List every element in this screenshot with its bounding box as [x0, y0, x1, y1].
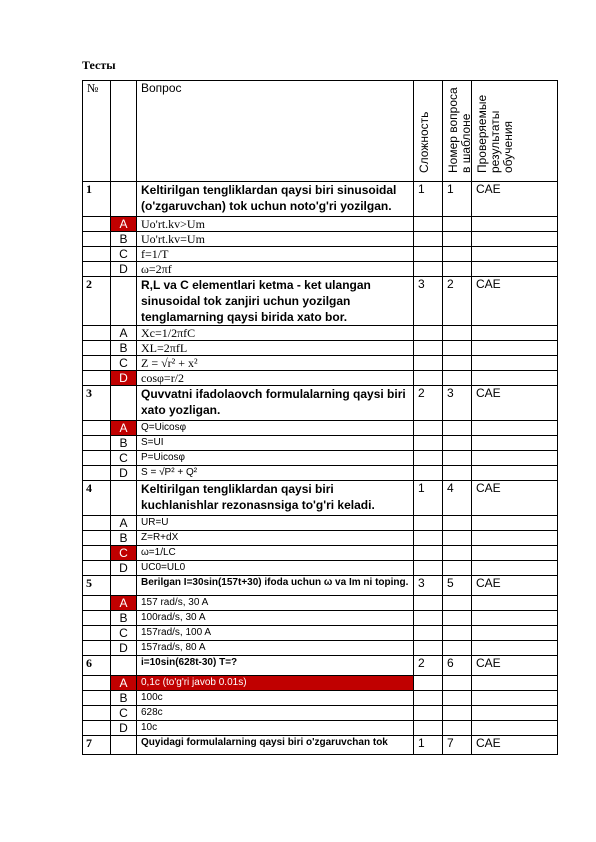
option-difficulty-blank: [414, 676, 443, 691]
question-row: [83, 182, 558, 217]
option-letter: D: [111, 561, 137, 576]
option-letter: C: [111, 451, 137, 466]
question-difficulty: 1: [414, 182, 443, 217]
option-template-blank: [443, 706, 472, 721]
option-blank: [83, 262, 111, 277]
option-result-blank: [472, 421, 558, 436]
option-letter: A: [111, 217, 137, 232]
question-difficulty: 3: [414, 576, 443, 596]
option-letter: A: [111, 326, 137, 341]
option-difficulty-blank: [414, 706, 443, 721]
option-row[interactable]: [83, 706, 558, 721]
option-difficulty-blank: [414, 546, 443, 561]
option-row[interactable]: [83, 676, 558, 691]
option-template-blank: [443, 531, 472, 546]
option-template-blank: [443, 371, 472, 386]
question-blank: [111, 481, 137, 516]
question-number: 4: [83, 481, 111, 516]
page-title: Тесты: [82, 58, 116, 72]
option-template-blank: [443, 546, 472, 561]
option-row[interactable]: [83, 421, 558, 436]
question-template-number: 2: [443, 277, 472, 326]
option-answer[interactable]: Q=Uicosφ: [137, 421, 414, 436]
option-template-blank: [443, 262, 472, 277]
option-row[interactable]: [83, 641, 558, 656]
header-results-cell: [472, 81, 558, 182]
option-difficulty-blank: [414, 262, 443, 277]
question-difficulty: 2: [414, 656, 443, 676]
question-number: 5: [83, 576, 111, 596]
question-number: 7: [83, 736, 111, 755]
option-template-blank: [443, 466, 472, 481]
option-letter: B: [111, 531, 137, 546]
question-row: [83, 736, 558, 755]
question-template-number: 5: [443, 576, 472, 596]
option-answer[interactable]: S = √P² + Q²: [137, 466, 414, 481]
option-result-blank: [472, 232, 558, 247]
option-result-blank: [472, 611, 558, 626]
option-difficulty-blank: [414, 421, 443, 436]
option-difficulty-blank: [414, 341, 443, 356]
option-template-blank: [443, 596, 472, 611]
option-template-blank: [443, 721, 472, 736]
header-difficulty: Сложность: [417, 111, 431, 173]
option-row[interactable]: [83, 356, 558, 371]
option-letter: B: [111, 341, 137, 356]
option-difficulty-blank: [414, 466, 443, 481]
question-row: [83, 656, 558, 676]
option-row[interactable]: [83, 596, 558, 611]
question-blank: [111, 277, 137, 326]
tests-table: [82, 80, 558, 755]
header-blank: [111, 81, 137, 182]
option-template-blank: [443, 356, 472, 371]
question-row: [83, 277, 558, 326]
question-text: Quvvatni ifadolaovch formulalarning qaysi biri xato yozligan.: [137, 386, 414, 421]
option-blank: [83, 232, 111, 247]
option-letter: B: [111, 611, 137, 626]
option-answer[interactable]: P=Uicosφ: [137, 451, 414, 466]
option-difficulty-blank: [414, 691, 443, 706]
option-result-blank: [472, 262, 558, 277]
option-template-blank: [443, 217, 472, 232]
option-template-blank: [443, 626, 472, 641]
option-difficulty-blank: [414, 371, 443, 386]
option-result-blank: [472, 561, 558, 576]
option-answer[interactable]: 157rad/s, 100 A: [137, 626, 414, 641]
question-row: [83, 481, 558, 516]
header-row: [83, 81, 558, 182]
option-answer[interactable]: UC0=UL0: [137, 561, 414, 576]
question-row: [83, 386, 558, 421]
option-blank: [83, 217, 111, 232]
option-answer[interactable]: UR=U: [137, 516, 414, 531]
option-blank: [83, 531, 111, 546]
option-difficulty-blank: [414, 531, 443, 546]
option-template-blank: [443, 451, 472, 466]
question-result: CAE: [472, 656, 558, 676]
option-blank: [83, 421, 111, 436]
option-result-blank: [472, 371, 558, 386]
question-text: R,L va C elementlari ketma - ket ulangan sinusoidal tok zanjiri uchun yozilgan tenglamarning qaysi birida xato bor.: [137, 277, 414, 326]
option-result-blank: [472, 356, 558, 371]
option-blank: [83, 691, 111, 706]
option-blank: [83, 546, 111, 561]
option-letter: D: [111, 466, 137, 481]
question-number: 1: [83, 182, 111, 217]
question-text: Keltirilgan tengliklardan qaysi biri sinusoidal (o'zgaruvchan) tok uchun noto'g'ri yozilgan.: [137, 182, 414, 217]
option-template-blank: [443, 436, 472, 451]
option-result-blank: [472, 436, 558, 451]
option-difficulty-blank: [414, 611, 443, 626]
question-result: CAE: [472, 386, 558, 421]
option-letter: D: [111, 262, 137, 277]
question-number: 2: [83, 277, 111, 326]
question-template-number: 7: [443, 736, 472, 755]
option-answer[interactable]: Z = √r² + x²: [137, 356, 414, 371]
option-difficulty-blank: [414, 217, 443, 232]
option-answer[interactable]: 10c: [137, 721, 414, 736]
option-letter: D: [111, 371, 137, 386]
option-answer[interactable]: Uo'rt.kv>Um: [137, 217, 414, 232]
option-blank: [83, 341, 111, 356]
option-row[interactable]: [83, 451, 558, 466]
option-difficulty-blank: [414, 326, 443, 341]
option-letter: A: [111, 516, 137, 531]
option-blank: [83, 371, 111, 386]
option-result-blank: [472, 641, 558, 656]
option-answer[interactable]: ω=1/LC: [137, 546, 414, 561]
question-template-number: 4: [443, 481, 472, 516]
option-difficulty-blank: [414, 451, 443, 466]
option-answer[interactable]: 157 rad/s, 30 A: [137, 596, 414, 611]
option-difficulty-blank: [414, 436, 443, 451]
option-template-blank: [443, 341, 472, 356]
option-blank: [83, 516, 111, 531]
option-row[interactable]: [83, 516, 558, 531]
option-letter: C: [111, 706, 137, 721]
option-template-blank: [443, 326, 472, 341]
question-result: CAE: [472, 576, 558, 596]
option-letter: A: [111, 421, 137, 436]
option-answer[interactable]: ω=2πf: [137, 262, 414, 277]
option-template-blank: [443, 691, 472, 706]
option-row[interactable]: [83, 371, 558, 386]
option-row[interactable]: [83, 262, 558, 277]
option-difficulty-blank: [414, 247, 443, 262]
option-row[interactable]: [83, 217, 558, 232]
question-difficulty: 1: [414, 481, 443, 516]
question-blank: [111, 736, 137, 755]
option-blank: [83, 356, 111, 371]
question-number: 3: [83, 386, 111, 421]
question-result: CAE: [472, 182, 558, 217]
option-blank: [83, 466, 111, 481]
option-result-blank: [472, 721, 558, 736]
option-blank: [83, 721, 111, 736]
option-letter: A: [111, 596, 137, 611]
option-row[interactable]: [83, 436, 558, 451]
option-template-blank: [443, 247, 472, 262]
option-result-blank: [472, 626, 558, 641]
option-result-blank: [472, 516, 558, 531]
option-template-blank: [443, 611, 472, 626]
option-row[interactable]: [83, 611, 558, 626]
option-result-blank: [472, 466, 558, 481]
option-result-blank: [472, 531, 558, 546]
option-template-blank: [443, 641, 472, 656]
option-answer[interactable]: 157rad/s, 80 A: [137, 641, 414, 656]
option-answer[interactable]: Uo'rt.kv=Um: [137, 232, 414, 247]
question-template-number: 1: [443, 182, 472, 217]
option-result-blank: [472, 217, 558, 232]
question-result: CAE: [472, 481, 558, 516]
question-blank: [111, 386, 137, 421]
option-row[interactable]: [83, 326, 558, 341]
option-letter: B: [111, 691, 137, 706]
option-letter: A: [111, 676, 137, 691]
option-blank: [83, 641, 111, 656]
question-blank: [111, 576, 137, 596]
question-text: Quyidagi formulalarning qaysi biri o'zgaruvchan tok: [137, 736, 414, 755]
option-result-blank: [472, 706, 558, 721]
option-template-blank: [443, 561, 472, 576]
option-difficulty-blank: [414, 596, 443, 611]
option-answer[interactable]: Xc=1/2πfC: [137, 326, 414, 341]
header-num: №: [83, 81, 111, 182]
option-letter: D: [111, 641, 137, 656]
question-text: Keltirilgan tengliklardan qaysi biri kuchlanishlar rezonasnsiga to'g'ri keladi.: [137, 481, 414, 516]
option-difficulty-blank: [414, 232, 443, 247]
option-template-blank: [443, 676, 472, 691]
option-answer[interactable]: S=UI: [137, 436, 414, 451]
question-text: Berilgan I=30sin(157t+30) ifoda uchun ω va Im ni toping.: [137, 576, 414, 596]
header-results: Проверяемые результаты обучения: [475, 94, 515, 173]
option-letter: B: [111, 436, 137, 451]
option-letter: C: [111, 626, 137, 641]
option-answer[interactable]: Z=R+dX: [137, 531, 414, 546]
option-row[interactable]: [83, 232, 558, 247]
question-difficulty: 2: [414, 386, 443, 421]
option-letter: C: [111, 546, 137, 561]
option-row[interactable]: [83, 531, 558, 546]
option-row[interactable]: [83, 626, 558, 641]
option-result-blank: [472, 691, 558, 706]
option-answer[interactable]: 100rad/s, 30 A: [137, 611, 414, 626]
option-blank: [83, 676, 111, 691]
option-difficulty-blank: [414, 641, 443, 656]
option-blank: [83, 706, 111, 721]
option-difficulty-blank: [414, 561, 443, 576]
option-answer[interactable]: XL=2πfL: [137, 341, 414, 356]
question-template-number: 6: [443, 656, 472, 676]
option-blank: [83, 561, 111, 576]
option-result-blank: [472, 451, 558, 466]
option-row[interactable]: [83, 721, 558, 736]
option-difficulty-blank: [414, 356, 443, 371]
question-difficulty: 1: [414, 736, 443, 755]
option-row[interactable]: [83, 691, 558, 706]
option-blank: [83, 611, 111, 626]
question-text: i=10sin(628t-30) T=?: [137, 656, 414, 676]
header-template-cell: [443, 81, 472, 182]
option-result-blank: [472, 326, 558, 341]
option-answer[interactable]: 0,1c (to'g'ri javob 0.01s): [137, 676, 414, 691]
option-result-blank: [472, 596, 558, 611]
option-difficulty-blank: [414, 626, 443, 641]
option-template-blank: [443, 421, 472, 436]
question-result: CAE: [472, 277, 558, 326]
option-result-blank: [472, 341, 558, 356]
option-row[interactable]: [83, 546, 558, 561]
header-question: Вопрос: [137, 81, 414, 182]
option-row[interactable]: [83, 341, 558, 356]
option-row[interactable]: [83, 561, 558, 576]
option-difficulty-blank: [414, 516, 443, 531]
option-result-blank: [472, 676, 558, 691]
option-blank: [83, 596, 111, 611]
option-difficulty-blank: [414, 721, 443, 736]
option-template-blank: [443, 516, 472, 531]
option-blank: [83, 326, 111, 341]
option-template-blank: [443, 232, 472, 247]
question-template-number: 3: [443, 386, 472, 421]
option-row[interactable]: [83, 247, 558, 262]
option-answer[interactable]: 628c: [137, 706, 414, 721]
header-difficulty-cell: [414, 81, 443, 182]
option-letter: B: [111, 232, 137, 247]
question-row: [83, 576, 558, 596]
question-blank: [111, 656, 137, 676]
option-answer[interactable]: cosφ=r/2: [137, 371, 414, 386]
option-letter: C: [111, 247, 137, 262]
option-answer[interactable]: f=1/T: [137, 247, 414, 262]
option-letter: D: [111, 721, 137, 736]
option-result-blank: [472, 247, 558, 262]
question-blank: [111, 182, 137, 217]
option-answer[interactable]: 100c: [137, 691, 414, 706]
option-letter: C: [111, 356, 137, 371]
header-template-num: Номер вопроса в шаблоне: [446, 87, 473, 173]
option-blank: [83, 436, 111, 451]
option-blank: [83, 626, 111, 641]
option-blank: [83, 451, 111, 466]
option-result-blank: [472, 546, 558, 561]
option-blank: [83, 247, 111, 262]
question-number: 6: [83, 656, 111, 676]
question-difficulty: 3: [414, 277, 443, 326]
option-row[interactable]: [83, 466, 558, 481]
question-result: CAE: [472, 736, 558, 755]
